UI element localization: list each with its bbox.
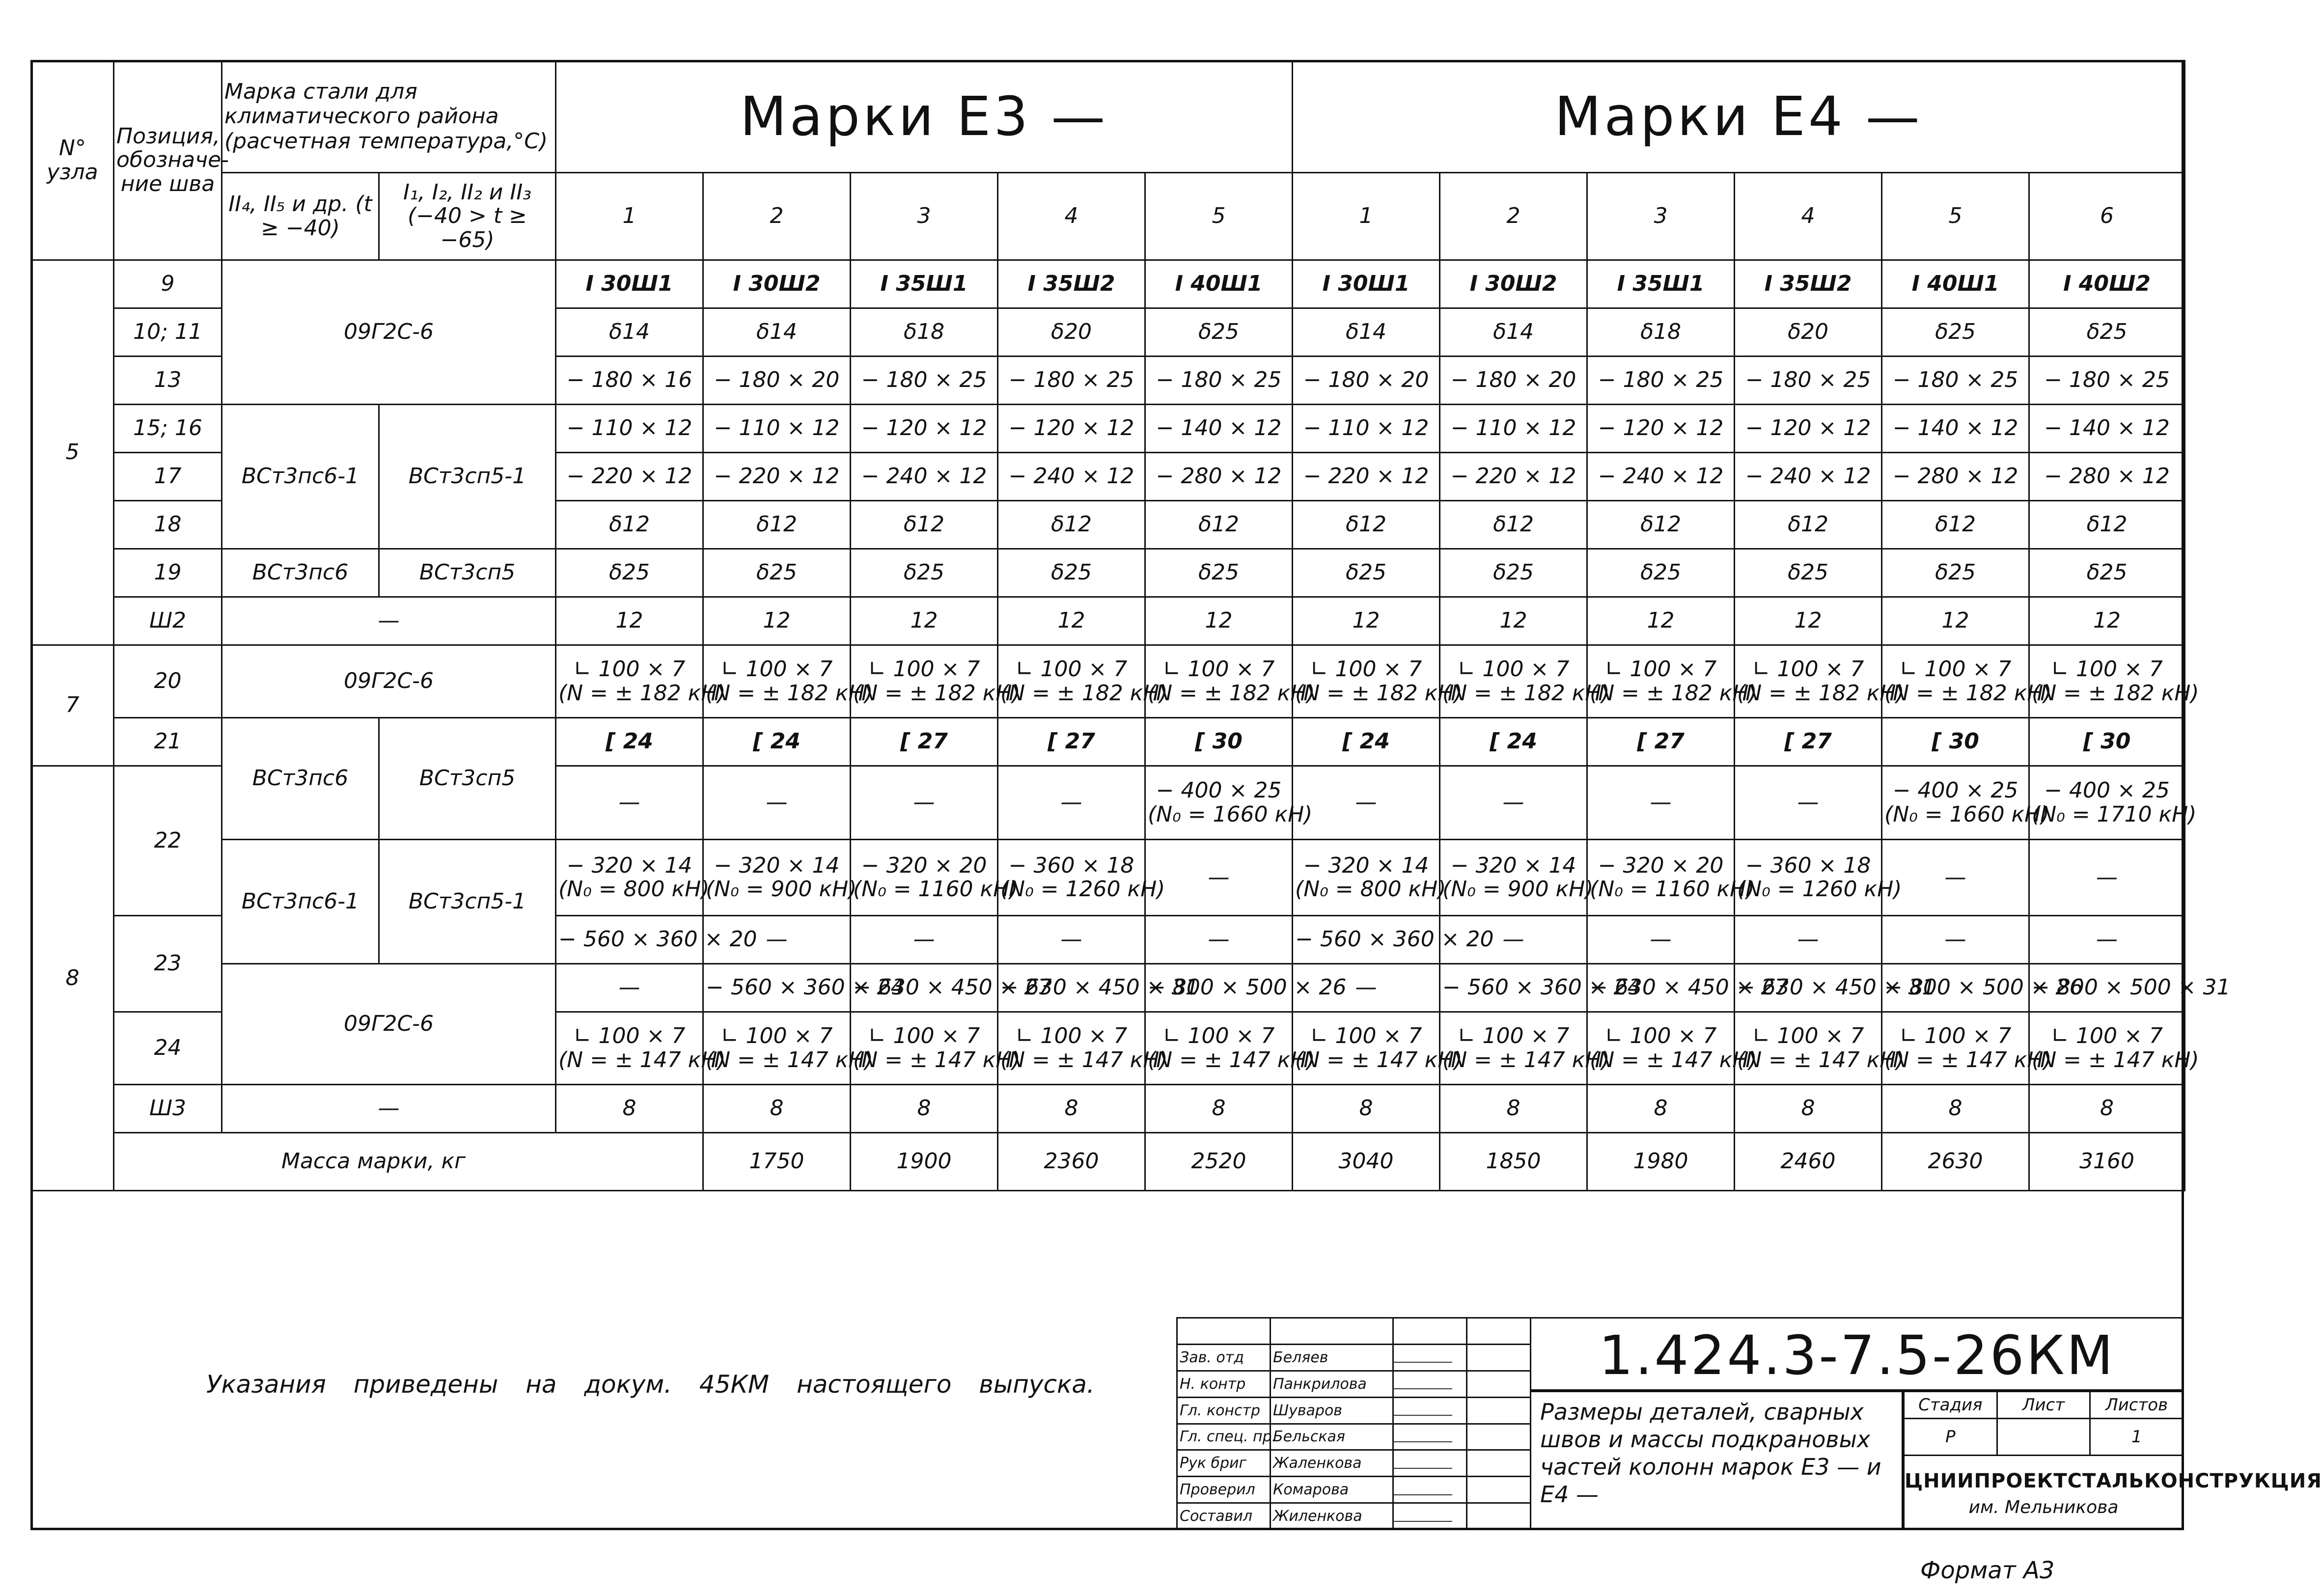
value-cell: δ12: [556, 501, 703, 549]
pos-cell: 15; 16: [114, 405, 222, 453]
value-cell: − 110 × 12: [1440, 405, 1587, 453]
pos-cell: 20: [114, 645, 222, 718]
steel-cell: ВСт3пс6-1: [222, 405, 379, 549]
value-cell: − 120 × 12: [1735, 405, 1882, 453]
signature: [1393, 1371, 1467, 1397]
value-cell: − 560 × 360 × 24: [703, 964, 851, 1012]
value-cell: δ25: [998, 549, 1145, 597]
value-cell: ∟ 100 × 7 (N = ± 147 кН): [556, 1012, 703, 1085]
value-cell: − 220 × 12: [1440, 453, 1587, 501]
value-cell: 8: [1293, 1085, 1440, 1133]
value-cell: − 560 × 360 × 20: [556, 916, 703, 964]
header-steel-title: Марка стали для климатического района (расчетная температура,°С): [222, 61, 556, 173]
value-cell: − 180 × 25: [1587, 357, 1735, 405]
header-steel-col1: II₄, II₅ и др. (t ≥ −40): [222, 173, 379, 260]
value-cell: − 320 × 14 (N₀ = 800 кН): [1293, 840, 1440, 916]
col-e4-4: 4: [1735, 173, 1882, 260]
role-label: Рук бриг: [1177, 1450, 1271, 1477]
value-cell: 12: [556, 597, 703, 645]
value-cell: ∟ 100 × 7 (N = ± 182 кН): [703, 645, 851, 718]
value-cell: δ12: [1882, 501, 2029, 549]
value-cell: —: [1440, 766, 1587, 840]
document-code: 1.424.3-7.5-26КМ: [1530, 1317, 2184, 1391]
value-cell: [ 24: [1293, 718, 1440, 766]
value-cell: ∟ 100 × 7 (N = ± 182 кН): [1735, 645, 1882, 718]
person-name: Жиленкова: [1271, 1503, 1393, 1530]
value-cell: ∟ 100 × 7 (N = ± 147 кН): [1145, 1012, 1293, 1085]
value-cell: [ 27: [1587, 718, 1735, 766]
sheet-value: [1997, 1419, 2090, 1456]
value-cell: − 800 × 500 × 31: [2029, 964, 2185, 1012]
value-cell: δ14: [1440, 308, 1587, 357]
value-cell: [ 27: [1735, 718, 1882, 766]
pos-cell: 10; 11: [114, 308, 222, 357]
value-cell: − 180 × 25: [1882, 357, 2029, 405]
value-cell: I 30Ш1: [1293, 260, 1440, 308]
pos-cell: 24: [114, 1012, 222, 1085]
value-cell: —: [1293, 964, 1440, 1012]
value-cell: − 110 × 12: [556, 405, 703, 453]
value-cell: 12: [998, 597, 1145, 645]
value-cell: —: [1735, 916, 1882, 964]
value-cell: [ 24: [703, 718, 851, 766]
value-cell: δ25: [2029, 549, 2185, 597]
node-cell: 5: [31, 260, 114, 645]
value-cell: 8: [556, 1085, 703, 1133]
sheets-header: Листов: [2090, 1392, 2184, 1419]
value-cell: δ25: [556, 549, 703, 597]
col-e4-6: 6: [2029, 173, 2185, 260]
drawing-frame: [30, 60, 2322, 1530]
value-cell: δ20: [1735, 308, 1882, 357]
value-cell: − 140 × 12: [2029, 405, 2185, 453]
value-cell: − 320 × 14 (N₀ = 900 кН): [1440, 840, 1587, 916]
value-cell: δ12: [851, 501, 998, 549]
value-cell: − 110 × 12: [1293, 405, 1440, 453]
value-cell: ∟ 100 × 7 (N = ± 147 кН): [703, 1012, 851, 1085]
steel-cell: ВСт3сп5-1: [379, 840, 556, 964]
steel-cell: ВСт3пс6: [222, 718, 379, 840]
value-cell: − 560 × 360 × 24: [1440, 964, 1587, 1012]
stage-value: Р: [1904, 1419, 1997, 1456]
value-cell: I 35Ш2: [998, 260, 1145, 308]
value-cell: ∟ 100 × 7 (N = ± 147 кН): [1735, 1012, 1882, 1085]
col-e3-3: 3: [851, 173, 998, 260]
value-cell: δ25: [851, 549, 998, 597]
value-cell: [ 27: [851, 718, 998, 766]
value-cell: 8: [1735, 1085, 1882, 1133]
header-node-no: N° узла: [31, 61, 114, 260]
value-cell: [ 27: [998, 718, 1145, 766]
value-cell: − 400 × 25 (N₀ = 1660 кН): [1882, 766, 2029, 840]
header-group-e3: Марки Е3 —: [556, 61, 1293, 173]
pos-cell: Ш2: [114, 597, 222, 645]
value-cell: 12: [1735, 597, 1882, 645]
value-cell: ∟ 100 × 7 (N = ± 182 кН): [1587, 645, 1735, 718]
value-cell: − 180 × 25: [1735, 357, 1882, 405]
value-cell: ∟ 100 × 7 (N = ± 182 кН): [1293, 645, 1440, 718]
value-cell: ∟ 100 × 7 (N = ± 182 кН): [1440, 645, 1587, 718]
mass-value: 3040: [1293, 1133, 1440, 1191]
steel-cell: 09Г2С-6: [222, 260, 556, 405]
value-cell: I 30Ш2: [1440, 260, 1587, 308]
col-e3-1: 1: [556, 173, 703, 260]
value-cell: [ 30: [1882, 718, 2029, 766]
value-cell: − 630 × 450 × 27: [1587, 964, 1735, 1012]
value-cell: − 400 × 25 (N₀ = 1660 кН): [1145, 766, 1293, 840]
role-label: Гл. спец. пр.: [1177, 1424, 1271, 1450]
value-cell: I 40Ш1: [1882, 260, 2029, 308]
pos-cell: 23: [114, 916, 222, 1012]
value-cell: − 180 × 25: [851, 357, 998, 405]
value-cell: I 40Ш1: [1145, 260, 1293, 308]
value-cell: —: [2029, 840, 2185, 916]
value-cell: [ 24: [556, 718, 703, 766]
title-block: [1176, 1317, 2322, 1530]
value-cell: δ25: [1735, 549, 1882, 597]
value-cell: 8: [1440, 1085, 1587, 1133]
mass-value: 3160: [2029, 1133, 2185, 1191]
value-cell: − 180 × 16: [556, 357, 703, 405]
value-cell: − 320 × 20 (N₀ = 1160 кН): [1587, 840, 1735, 916]
value-cell: —: [1145, 840, 1293, 916]
value-cell: − 280 × 12: [1882, 453, 2029, 501]
value-cell: —: [556, 964, 703, 1012]
mass-value: 2360: [998, 1133, 1145, 1191]
role-label: Зав. отд: [1177, 1344, 1271, 1371]
value-cell: 12: [1145, 597, 1293, 645]
mass-label: Масса марки, кг: [114, 1133, 703, 1191]
value-cell: ∟ 100 × 7 (N = ± 147 кН): [1440, 1012, 1587, 1085]
mass-value: 1980: [1587, 1133, 1735, 1191]
header-group-e4: Марки Е4 —: [1293, 61, 2185, 173]
sheet-header: Лист: [1997, 1392, 2090, 1419]
organization: [1903, 1455, 2322, 1530]
value-cell: [ 30: [1145, 718, 1293, 766]
value-cell: − 240 × 12: [1587, 453, 1735, 501]
value-cell: 12: [2029, 597, 2185, 645]
value-cell: ∟ 100 × 7 (N = ± 182 кН): [998, 645, 1145, 718]
mass-value: 2520: [1145, 1133, 1293, 1191]
value-cell: —: [1145, 916, 1293, 964]
value-cell: ∟ 100 × 7 (N = ± 182 кН): [851, 645, 998, 718]
value-cell: I 30Ш2: [703, 260, 851, 308]
mass-value: 1850: [1440, 1133, 1587, 1191]
role-label: Н. контр: [1177, 1371, 1271, 1397]
value-cell: 12: [1587, 597, 1735, 645]
value-cell: —: [998, 766, 1145, 840]
value-cell: I 35Ш2: [1735, 260, 1882, 308]
value-cell: δ12: [1587, 501, 1735, 549]
signature: [1393, 1450, 1467, 1477]
role-label: Проверил: [1177, 1477, 1271, 1503]
value-cell: δ14: [1293, 308, 1440, 357]
value-cell: 8: [1587, 1085, 1735, 1133]
value-cell: − 180 × 25: [1145, 357, 1293, 405]
person-name: Бельская: [1271, 1424, 1393, 1450]
person-name: Жаленкова: [1271, 1450, 1393, 1477]
value-cell: − 180 × 20: [703, 357, 851, 405]
pos-cell: 9: [114, 260, 222, 308]
value-cell: δ25: [1440, 549, 1587, 597]
value-cell: ∟ 100 × 7 (N = ± 147 кН): [1587, 1012, 1735, 1085]
value-cell: − 280 × 12: [1145, 453, 1293, 501]
steel-cell: ВСт3пс6: [222, 549, 379, 597]
value-cell: δ25: [1145, 308, 1293, 357]
value-cell: —: [851, 766, 998, 840]
value-cell: − 220 × 12: [556, 453, 703, 501]
value-cell: 8: [1145, 1085, 1293, 1133]
value-cell: δ12: [1145, 501, 1293, 549]
signature: [1393, 1503, 1467, 1530]
value-cell: − 140 × 12: [1882, 405, 2029, 453]
value-cell: − 120 × 12: [851, 405, 998, 453]
value-cell: δ18: [1587, 308, 1735, 357]
organization-subtitle: им. Мельникова: [1968, 1497, 2119, 1517]
value-cell: I 35Ш1: [1587, 260, 1735, 308]
value-cell: ∟ 100 × 7 (N = ± 182 кН): [1882, 645, 2029, 718]
person-name: Панкрилова: [1271, 1371, 1393, 1397]
steel-cell: 09Г2С-6: [222, 645, 556, 718]
pos-cell: 22: [114, 766, 222, 916]
mass-value: 2630: [1882, 1133, 2029, 1191]
stage-header: Стадия: [1904, 1392, 1997, 1419]
value-cell: [ 30: [2029, 718, 2185, 766]
value-cell: δ25: [1587, 549, 1735, 597]
value-cell: − 800 × 500 × 26: [1145, 964, 1293, 1012]
value-cell: − 360 × 18 (N₀ = 1260 кН): [1735, 840, 1882, 916]
role-label: Гл. констр: [1177, 1397, 1271, 1424]
mass-value: 1750: [703, 1133, 851, 1191]
value-cell: − 240 × 12: [1735, 453, 1882, 501]
value-cell: —: [1587, 916, 1735, 964]
value-cell: − 630 × 450 × 31: [998, 964, 1145, 1012]
value-cell: I 40Ш2: [2029, 260, 2185, 308]
value-cell: —: [556, 766, 703, 840]
signature-table: [1176, 1317, 1531, 1530]
value-cell: 8: [851, 1085, 998, 1133]
signature: [1393, 1477, 1467, 1503]
value-cell: − 120 × 12: [998, 405, 1145, 453]
value-cell: 12: [1293, 597, 1440, 645]
value-cell: − 320 × 14 (N₀ = 800 кН): [556, 840, 703, 916]
value-cell: δ25: [1145, 549, 1293, 597]
value-cell: − 360 × 18 (N₀ = 1260 кН): [998, 840, 1145, 916]
value-cell: − 220 × 12: [703, 453, 851, 501]
pos-cell: 19: [114, 549, 222, 597]
value-cell: − 220 × 12: [1293, 453, 1440, 501]
signature: [1393, 1344, 1467, 1371]
value-cell: − 320 × 20 (N₀ = 1160 кН): [851, 840, 998, 916]
person-name: Комарова: [1271, 1477, 1393, 1503]
col-e3-2: 2: [703, 173, 851, 260]
value-cell: ∟ 100 × 7 (N = ± 147 кН): [1882, 1012, 2029, 1085]
value-cell: − 110 × 12: [703, 405, 851, 453]
value-cell: δ14: [556, 308, 703, 357]
steel-cell: —: [222, 597, 556, 645]
document-description: Размеры деталей, сварных швов и массы подкрановых частей колонн марок Е3 — и Е4 —: [1530, 1391, 1903, 1530]
col-e4-2: 2: [1440, 173, 1587, 260]
value-cell: δ12: [1735, 501, 1882, 549]
person-name: Шуваров: [1271, 1397, 1393, 1424]
note-text: Указания приведены на докум. 45КМ настоящего выпуска.: [206, 1370, 1095, 1399]
value-cell: —: [703, 916, 851, 964]
value-cell: δ12: [703, 501, 851, 549]
value-cell: 8: [1882, 1085, 2029, 1133]
value-cell: 8: [998, 1085, 1145, 1133]
pos-cell: Ш3: [114, 1085, 222, 1133]
value-cell: − 240 × 12: [851, 453, 998, 501]
value-cell: − 800 × 500 × 26: [1882, 964, 2029, 1012]
value-cell: − 180 × 20: [1293, 357, 1440, 405]
value-cell: − 560 × 360 × 20: [1293, 916, 1440, 964]
value-cell: δ20: [998, 308, 1145, 357]
value-cell: —: [1882, 840, 2029, 916]
value-cell: − 630 × 450 × 31: [1735, 964, 1882, 1012]
steel-cell: ВСт3сп5: [379, 549, 556, 597]
signature: [1393, 1424, 1467, 1450]
value-cell: δ25: [1882, 549, 2029, 597]
value-cell: δ25: [1882, 308, 2029, 357]
col-e4-1: 1: [1293, 173, 1440, 260]
col-e3-4: 4: [998, 173, 1145, 260]
pos-cell: 13: [114, 357, 222, 405]
steel-cell: ВСт3сп5: [379, 718, 556, 840]
value-cell: ∟ 100 × 7 (N = ± 182 кН): [556, 645, 703, 718]
value-cell: δ12: [1293, 501, 1440, 549]
format-label: Формат А3: [1920, 1557, 2055, 1584]
value-cell: —: [2029, 916, 2185, 964]
value-cell: I 30Ш1: [556, 260, 703, 308]
value-cell: − 180 × 25: [998, 357, 1145, 405]
value-cell: − 180 × 20: [1440, 357, 1587, 405]
mass-value: 1900: [851, 1133, 998, 1191]
value-cell: 8: [2029, 1085, 2185, 1133]
value-cell: —: [703, 766, 851, 840]
value-cell: —: [1735, 766, 1882, 840]
value-cell: —: [851, 916, 998, 964]
value-cell: − 320 × 14 (N₀ = 900 кН): [703, 840, 851, 916]
col-e3-5: 5: [1145, 173, 1293, 260]
value-cell: —: [1440, 916, 1587, 964]
node-cell: 7: [31, 645, 114, 766]
value-cell: δ14: [703, 308, 851, 357]
pos-cell: 17: [114, 453, 222, 501]
value-cell: δ25: [703, 549, 851, 597]
role-label: Составил: [1177, 1503, 1271, 1530]
value-cell: —: [1293, 766, 1440, 840]
col-e4-5: 5: [1882, 173, 2029, 260]
value-cell: ∟ 100 × 7 (N = ± 147 кН): [851, 1012, 998, 1085]
value-cell: ∟ 100 × 7 (N = ± 182 кН): [2029, 645, 2185, 718]
stage-table: [1903, 1391, 2184, 1456]
value-cell: 12: [851, 597, 998, 645]
steel-cell: ВСт3сп5-1: [379, 405, 556, 549]
sheets-value: 1: [2090, 1419, 2184, 1456]
steel-cell: ВСт3пс6-1: [222, 840, 379, 964]
value-cell: − 180 × 25: [2029, 357, 2185, 405]
value-cell: 12: [703, 597, 851, 645]
value-cell: ∟ 100 × 7 (N = ± 147 кН): [2029, 1012, 2185, 1085]
pos-cell: 18: [114, 501, 222, 549]
value-cell: δ25: [2029, 308, 2185, 357]
value-cell: − 140 × 12: [1145, 405, 1293, 453]
value-cell: 8: [703, 1085, 851, 1133]
node-cell: 8: [31, 766, 114, 1191]
pos-cell: 21: [114, 718, 222, 766]
person-name: Беляев: [1271, 1344, 1393, 1371]
value-cell: − 400 × 25 (N₀ = 1710 кН): [2029, 766, 2185, 840]
value-cell: 12: [1440, 597, 1587, 645]
value-cell: − 280 × 12: [2029, 453, 2185, 501]
value-cell: —: [1882, 916, 2029, 964]
steel-cell: —: [222, 1085, 556, 1133]
mass-value: 2460: [1735, 1133, 1882, 1191]
col-e4-3: 3: [1587, 173, 1735, 260]
value-cell: 12: [1882, 597, 2029, 645]
value-cell: δ18: [851, 308, 998, 357]
header-position: Позиция, обозначе-ние шва: [114, 61, 222, 260]
value-cell: δ12: [998, 501, 1145, 549]
value-cell: ∟ 100 × 7 (N = ± 147 кН): [1293, 1012, 1440, 1085]
value-cell: − 120 × 12: [1587, 405, 1735, 453]
value-cell: I 35Ш1: [851, 260, 998, 308]
value-cell: —: [998, 916, 1145, 964]
organization-name: ЦНИИПРОЕКТСТАЛЬКОНСТРУКЦИЯ: [1905, 1470, 2322, 1492]
value-cell: δ25: [1293, 549, 1440, 597]
value-cell: δ12: [2029, 501, 2185, 549]
value-cell: ∟ 100 × 7 (N = ± 147 кН): [998, 1012, 1145, 1085]
value-cell: [ 24: [1440, 718, 1587, 766]
signature: [1393, 1397, 1467, 1424]
value-cell: − 240 × 12: [998, 453, 1145, 501]
value-cell: − 630 × 450 × 27: [851, 964, 998, 1012]
header-steel-col2: I₁, I₂, II₂ и II₃ (−40 > t ≥ −65): [379, 173, 556, 260]
value-cell: δ12: [1440, 501, 1587, 549]
value-cell: ∟ 100 × 7 (N = ± 182 кН): [1145, 645, 1293, 718]
steel-cell: 09Г2С-6: [222, 964, 556, 1085]
value-cell: —: [1587, 766, 1735, 840]
